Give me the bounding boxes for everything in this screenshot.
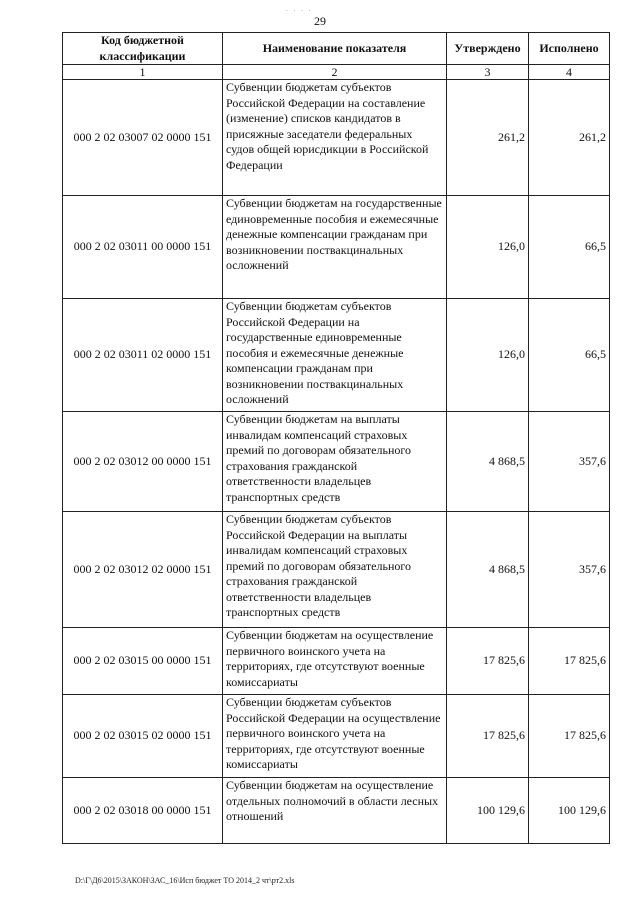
row-approved: 17 825,6 bbox=[447, 695, 529, 778]
table-row bbox=[63, 299, 610, 412]
header-name: Наименование показателя bbox=[223, 33, 447, 65]
header-approved: Утверждено bbox=[447, 33, 529, 65]
row-executed: 357,6 bbox=[529, 512, 610, 628]
table-row bbox=[63, 80, 610, 196]
header-code: Код бюджетной классификации bbox=[63, 33, 223, 65]
column-number: 3 bbox=[447, 65, 529, 80]
row-name: Субвенции бюджетам на государственные единовременные пособия и ежемесячные денежные компенсации гражданам при возникновении поствакцинальных осложнений bbox=[223, 196, 447, 299]
page-number: 29 bbox=[314, 14, 326, 28]
budget-table bbox=[62, 32, 610, 844]
row-executed: 66,5 bbox=[529, 196, 610, 299]
row-name: Субвенции бюджетам субъектов Российской Федерации на выплаты инвалидам компенсаций страховых премий по договорам обязательного страхования гражданской ответственности владельцев транспортных средств bbox=[223, 512, 447, 628]
row-code: 000 2 02 03011 00 0000 151 bbox=[63, 196, 223, 299]
row-code: 000 2 02 03015 00 0000 151 bbox=[63, 628, 223, 695]
footer-file-path: D:\Г\Д6\2015\ЗАКОН\ЗАС_16\Исп бюджет ТО 2014_2 чт\рт2.xls bbox=[75, 876, 295, 885]
table-row bbox=[63, 412, 610, 512]
row-code: 000 2 02 03015 02 0000 151 bbox=[63, 695, 223, 778]
row-name: Субвенции бюджетам на выплаты инвалидам компенсаций страховых премий по договорам обязательного страхования гражданской ответственности владельцев транспортных средств bbox=[223, 412, 447, 512]
row-approved: 17 825,6 bbox=[447, 628, 529, 695]
row-approved: 100 129,6 bbox=[447, 778, 529, 844]
row-approved: 4 868,5 bbox=[447, 412, 529, 512]
row-code: 000 2 02 03018 00 0000 151 bbox=[63, 778, 223, 844]
row-name: Субвенции бюджетам субъектов Российской Федерации на составление (изменение) списков кандидатов в присяжные заседатели федеральных судов общей юрисдикции в Российской Федерации bbox=[223, 80, 447, 196]
row-name: Субвенции бюджетам субъектов Российской Федерации на государственные единовременные пособия и ежемесячные денежные компенсации гражданам при возникновении поствакцинальных осложнений bbox=[223, 299, 447, 412]
row-code: 000 2 02 03007 02 0000 151 bbox=[63, 80, 223, 196]
scan-marks: . . . . bbox=[286, 5, 313, 13]
table-row bbox=[63, 512, 610, 628]
header-row bbox=[63, 33, 610, 65]
table-row bbox=[63, 695, 610, 778]
row-name: Субвенции бюджетам на осуществление первичного воинского учета на территориях, где отсутствуют военные комиссариаты bbox=[223, 628, 447, 695]
row-code: 000 2 02 03011 02 0000 151 bbox=[63, 299, 223, 412]
row-name: Субвенции бюджетам на осуществление отдельных полномочий в области лесных отношений bbox=[223, 778, 447, 844]
column-number: 1 bbox=[63, 65, 223, 80]
row-approved: 126,0 bbox=[447, 196, 529, 299]
table-row bbox=[63, 196, 610, 299]
row-name: Субвенции бюджетам субъектов Российской Федерации на осуществление первичного воинского учета на территориях, где отсутствуют военные комиссариаты bbox=[223, 695, 447, 778]
row-executed: 261,2 bbox=[529, 80, 610, 196]
row-executed: 357,6 bbox=[529, 412, 610, 512]
header-executed: Исполнено bbox=[529, 33, 610, 65]
column-number-row bbox=[63, 65, 610, 80]
table-row bbox=[63, 778, 610, 844]
row-code: 000 2 02 03012 00 0000 151 bbox=[63, 412, 223, 512]
row-executed: 66,5 bbox=[529, 299, 610, 412]
row-approved: 126,0 bbox=[447, 299, 529, 412]
row-approved: 4 868,5 bbox=[447, 512, 529, 628]
row-executed: 17 825,6 bbox=[529, 695, 610, 778]
row-approved: 261,2 bbox=[447, 80, 529, 196]
column-number: 4 bbox=[529, 65, 610, 80]
table-row bbox=[63, 628, 610, 695]
row-code: 000 2 02 03012 02 0000 151 bbox=[63, 512, 223, 628]
row-executed: 17 825,6 bbox=[529, 628, 610, 695]
row-executed: 100 129,6 bbox=[529, 778, 610, 844]
column-number: 2 bbox=[223, 65, 447, 80]
